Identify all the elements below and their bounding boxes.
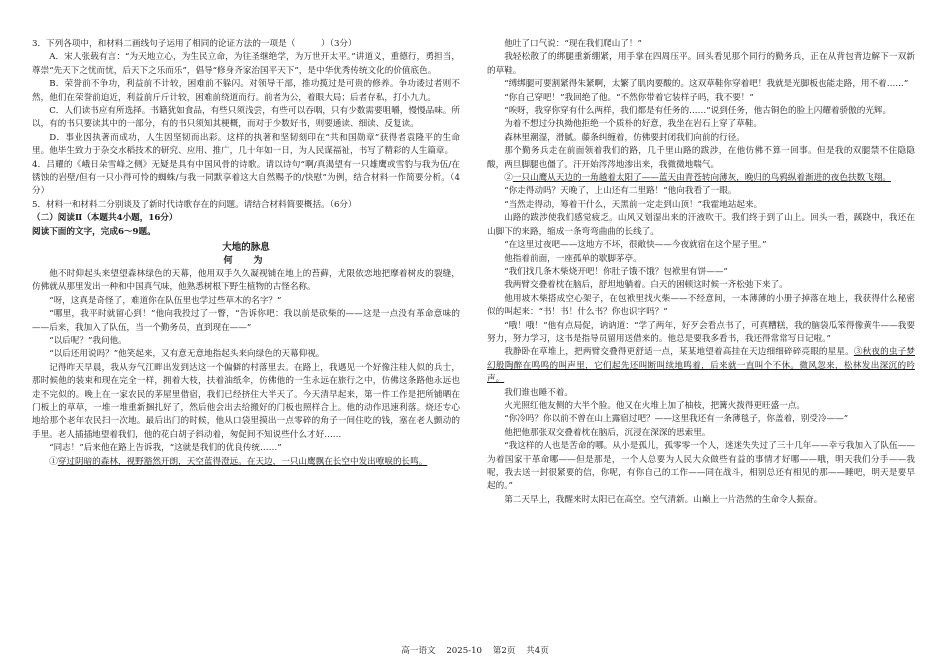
story-paragraph: “同志！”后来他在路上告诉我，“这就是我们的优良传统……” bbox=[49, 443, 282, 454]
underlined-paragraph-2 bbox=[487, 172, 915, 185]
story-paragraph: “哦！哦！”他有点局促，讷讷道：“学了两年，好歹会看点书了，可真糟糕，我的脑袋瓜笨得像黄牛——我要努力，努力学习，这书是指导员留用送借来的。他总是要我多看书，我还得常常写日记啦。” bbox=[487, 320, 915, 344]
right-column bbox=[487, 38, 915, 507]
section-heading: （二）阅读Ⅱ（本题共4小题，16分） bbox=[32, 213, 178, 224]
page-footer bbox=[0, 645, 950, 658]
story-paragraph: “以后还用说吗？”他笑起来，又有意无意地指起头来向绿色的天幕仰视。 bbox=[49, 349, 325, 360]
story-paragraph: “唉呀，我穿你穿有什么两样，我们都是有任务的……”说到任务，他古铜色的脸上闪耀着骄傲的光辉。 bbox=[504, 106, 892, 117]
footer-subject: 高一语文 bbox=[401, 646, 436, 656]
story-paragraph: 第二天早上，我醒来时太阳已在高空。空气清新。山巅上一片浩然的生命令人振奋。 bbox=[504, 494, 823, 505]
footer-page: 第2页 bbox=[492, 646, 516, 656]
underlined-paragraph-3 bbox=[487, 346, 915, 386]
story-paragraph: 那个勤务兵走在前面领着我们的路，几千里山路的跋涉，在他仿佛不算一回事。但是我的双腿禁不住隐隐酸，两旦脚腿也僵了。汗开始涔涔地渗出来，我微微地喘气。 bbox=[487, 146, 915, 170]
marker-3: ③ bbox=[853, 347, 863, 358]
story-paragraph: “在这里过夜吧——这地方不坏，很敞快——今夜就宿在这个屋子里。” bbox=[504, 240, 767, 251]
footer-date: 2025-10 bbox=[446, 646, 483, 656]
story-paragraph: 他吐了口气说：“现在我们爬山了！” bbox=[504, 39, 642, 49]
story-paragraph: “我这样的人也是苦命的哪。从小是孤儿，孤零零一个人，迷迷失失过了三十几年——幸亏我加入了队伍——为着国家干革命哪——但是那是，一个人总要为人民大众做些有益的事情才好哪——哦，明天我们分手——我呢，我去送一封很紧要的信，你呢，有你自己的工作——同在战斗，相别总还有相见的那——睡吧，明天是要早起的。” bbox=[487, 441, 915, 492]
underlined-sentence-3: 秋夜的虫子梦幻般陶醉在鸣鸣的叫声里，它们起先还叫断叫续地鸣着，后来就一直叫个不休。微风忽来，松林发出深沉的吟声。 bbox=[487, 347, 915, 385]
story-paragraph: “我们找几条木柴烧开吧！你肚子饿不饿？包袱里有饼——” bbox=[504, 266, 728, 277]
story-paragraph: “以后呢？”我问他。 bbox=[49, 335, 127, 346]
story-paragraph: “你走得动吗？天晚了，上山还有二里路！”他向我看了一眼。 bbox=[504, 186, 737, 197]
story-paragraph: “你冷吗？你以前不曾在山上露宿过吧？——这里我还有一条薄毯子，你盖着，别受冷——” bbox=[504, 414, 849, 425]
footer-total: 共4页 bbox=[526, 646, 549, 656]
underlined-sentence-2: 一只山鹰从天边的一角越着太阳了——蓝天由青苍转向薄灰，晚归的鸟鸦纵着渐进的夜色扶数飞翔。 bbox=[512, 173, 891, 184]
question-3: 3．下列各项中，和材料二画线句子运用了相同的论证方法的一项是（ ）（3分） bbox=[32, 39, 357, 49]
story-paragraph: “哪里，我平时就留心到！”他向我投过了一瞥，“告诉你吧：我以前是砍柴的——这是一点没有革命意味的——后来，我加入了队伍，当一个勤务员，直到现在——” bbox=[32, 309, 460, 333]
marker-2: ② bbox=[504, 173, 513, 184]
question-5: 5．材料一和材料二分别谈及了新时代诗歌存在的问题。请结合材料简要概括。（6分） bbox=[32, 199, 357, 210]
story-paragraph: “呀，这真是奇怪了，难道你在队伍里也学过些草木的名字？” bbox=[49, 295, 282, 306]
story-paragraph: 他用坡木柴搭成空心架子，在包袱里找火柴——不经意间，一本薄薄的小册子掉落在地上，我获得什么秘密似的叫起来：“书！书！什么书？你也识字吗？” bbox=[487, 293, 915, 318]
story-title: 大地的脉息 bbox=[222, 242, 270, 254]
story-paragraph: “你自己穿吧！”我回绝了他。“不然你带着它装样子吗，我不要！” bbox=[504, 92, 754, 103]
option-b: B．荣誉前不争功，利益前不计较，困难前不躲闪。对领导干部，推功揽过是可贵的修养。争功诿过者则不然，他们在荣誉前迫近，利益前斤斤计较，困难前绕道而行。前者为公，着眼大局；后者存私，打小九九。 bbox=[32, 79, 460, 103]
story-paragraph: 我们谁也睡不着。 bbox=[504, 387, 573, 398]
option-d: D．事业因执著而成功，人生因坚韧而出彩。这样的执著和坚韧刻印在“共和国勋章”获得者袁隆平的生命里。他毕生致力于杂交水稻技术的研究、应用、推广，几十年如一日，为人民谋福祉，书写了精彩的人生篇章。 bbox=[32, 132, 460, 157]
question-4: 4．吕耀的《峨日朵雪峰之侧》无疑是具有中国风骨的诗歌。请以诗句“啊/真渴望有一只雄鹰或雪豹与我为伍/在锈蚀的岩壁/但有一只小得可怜的蜘蛛/与我一同默享着这大自然赐予的/快慰”为例，结合材料一作简要分析。（4分） bbox=[32, 159, 460, 197]
option-c: C．人们读书应有所选择。书籍犹如食品，有些只须浅尝，有些可以吞咽，只有少数需要咀嚼，慢慢品味。所以，有的书只要读其中的一部分，有的书只须知其梗概，而对于少数好书，则要通读、细读、反复读。 bbox=[32, 106, 460, 130]
story-paragraph: 我轻松散了的绑腿重新绷紧，用手掌在四周压平。回头看见那个同行的勤务兵，正在从背包背边解下一双新的草鞋。 bbox=[487, 52, 915, 76]
story-paragraph: “当然走得动，筹着干什么，天黑前一定走到山顶！”我霍地站起来。 bbox=[504, 199, 763, 210]
story-paragraph: 他指着前面，一座孤单的歇脚茅亭。 bbox=[504, 253, 642, 264]
story-paragraph: 我两臂交叠着枕在脑后，舒坦地躺着。白天的困顿这时候一齐松弛下来了。 bbox=[504, 280, 788, 291]
left-column bbox=[32, 38, 460, 469]
story-paragraph: 为着不想过分执拗他拒绝一个质朴的好意，我坐在岩石上穿了草鞋。 bbox=[504, 119, 763, 130]
story-paragraph: 山路的跋涉使我们感觉疲乏。山风又划湿出来的汗液吹干。我们终于到了山上。回头一看，蹊跷中，我还在山脚下的来路，缩成一条弯弯曲曲的长线了。 bbox=[487, 213, 915, 237]
story-paragraph: 火光照红他友侧的大半个脸。他又在火堆上加了柚枝，把篝火拨得更旺盛一点。 bbox=[504, 400, 805, 411]
marker-1: ① bbox=[49, 456, 58, 467]
option-a: A．宋人张载有言：“为天地立心，为生民立命，为往圣继绝学，为万世开太平。”讲道义，重德行，勇担当，尊崇“先天下之忧而忧，后天下之乐而乐”，倡导“修身齐家治国平天下”，是中华优秀传统文化的价值底色。 bbox=[32, 52, 460, 76]
underlined-sentence-1: 穿过阴暗的森林，视野豁然开朗，天空蓝得澄远。在天边，一只山鹰飘在长空中发出嘹唳的长鸣。 bbox=[57, 456, 428, 467]
story-paragraph: 森林里潮湿，滑腻。藤条纠缠着，仿佛要封闭我们向前的行径。 bbox=[504, 132, 745, 143]
story-text: 我静卧在草堆上，把两臂交叠得更舒适一点，某某地望着高挂在天边细细碎碎亮眼的星星。 bbox=[504, 347, 854, 358]
reading-instruction: 阅读下面的文字，完成6～9题。 bbox=[32, 226, 156, 237]
story-paragraph: 他把他那张双交叠着枕在脑后，沉浸在深深的思索里。 bbox=[504, 427, 711, 438]
underlined-paragraph-1 bbox=[32, 456, 460, 469]
story-paragraph: 记得昨天早晨，我从夯气江畔出发到达这一个偏僻的村落里去。在路上，我遇见一个好像注桂人似的兵士，那时候他的装束和现在完全一样，拥着大枝，扶着油纸伞，仿佛他的一生永远在旅行之中，仿佛这条路他永远也走不完似的。晚上在一家农民的茅屋里借宿，我们已经挤住大半天了。今天清早起来，第一件工作是把所铺晒在门板上的草草，一堆一堆重新捆扎好了，然后他会出去给搬好的门板也照样合上。他的动作迅速利落。烧还专心地给那个老年农民扫一次地。最后出门的时候，他从口袋里摸出一点零碎的角子一间住吃的钱，塞在老人颤动的手里。老人插插地望着我们，他的花白胡子斜动着，匆促间不知说些什么才好…… bbox=[32, 362, 460, 440]
story-author: 何 为 bbox=[223, 255, 269, 266]
story-paragraph: 他不时仰起头来望望森林绿色的天幕，他用双手久久凝视铺在地上的苔藓，尤限依恋地把摩着树皮的裂缝，仿佛就从那里发出一种和中国真气味，他熟悉树根下野生植物的古怪名称。 bbox=[32, 268, 460, 293]
story-paragraph: “缚绑腿可要割紧得朱紧啊，太繁了肌肉要酸的。这双草鞋你穿着吧！我就是光脚板也能走路，用不着……” bbox=[504, 79, 909, 90]
